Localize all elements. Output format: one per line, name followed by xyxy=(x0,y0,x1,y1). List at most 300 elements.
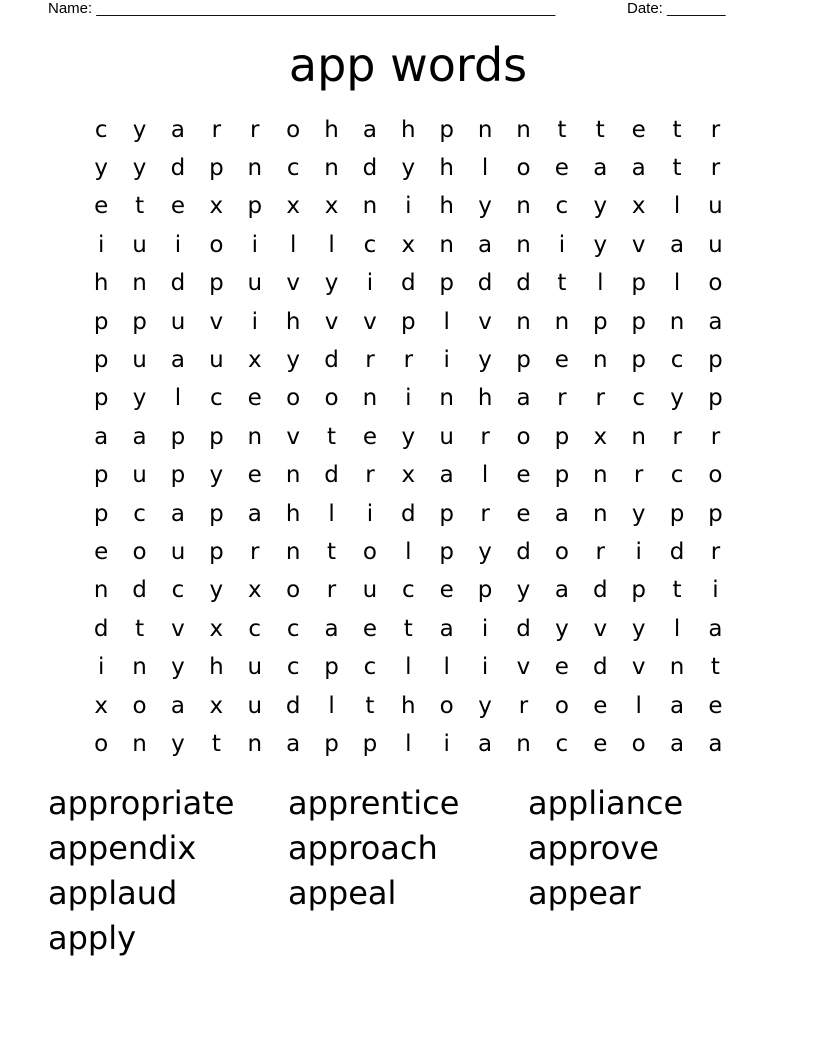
grid-letter: p xyxy=(362,730,378,757)
word-list-item: apprentice xyxy=(288,784,460,822)
grid-letter: o xyxy=(132,538,147,565)
grid-letter: o xyxy=(132,692,147,719)
grid-letter: e xyxy=(554,155,569,182)
grid-letter: i xyxy=(98,654,105,681)
grid-letter: n xyxy=(477,116,493,143)
grid-letter: t xyxy=(365,692,375,719)
grid-letter: y xyxy=(516,577,531,604)
grid-letter: a xyxy=(247,500,262,527)
grid-letter: p xyxy=(669,500,685,527)
grid-letter: c xyxy=(286,654,300,681)
grid-letter: l xyxy=(328,231,335,258)
grid-letter: o xyxy=(362,538,377,565)
grid-letter: r xyxy=(518,692,529,719)
grid-letter: v xyxy=(631,654,646,681)
grid-letter: x xyxy=(209,692,224,719)
header-line xyxy=(48,0,748,20)
grid-letter: y xyxy=(324,270,339,297)
grid-letter: n xyxy=(631,423,646,450)
grid-letter: n xyxy=(592,347,608,374)
grid-letter: n xyxy=(592,500,608,527)
grid-letter: c xyxy=(286,615,300,642)
grid-letter: x xyxy=(209,615,224,642)
grid-letter: i xyxy=(366,500,374,527)
grid-letter: t xyxy=(403,615,413,642)
grid-letter: v xyxy=(286,423,300,450)
grid-letter: a xyxy=(94,423,109,450)
grid-letter: c xyxy=(401,577,415,604)
grid-letter: r xyxy=(250,116,260,143)
grid-letter: a xyxy=(631,155,646,182)
grid-letter: r xyxy=(557,385,567,412)
word-list-item: appliance xyxy=(528,784,684,822)
grid-letter: c xyxy=(286,155,300,182)
grid-letter: i xyxy=(712,577,719,604)
grid-letter: p xyxy=(439,500,455,527)
grid-letter: c xyxy=(363,231,377,258)
grid-letter: r xyxy=(595,385,605,412)
grid-letter: h xyxy=(285,308,301,335)
grid-letter: p xyxy=(209,423,224,450)
grid-letter: d xyxy=(324,462,339,489)
grid-letter: l xyxy=(673,193,681,220)
grid-letter: u xyxy=(708,193,723,220)
grid-letter: r xyxy=(250,538,260,565)
grid-letter: n xyxy=(439,385,454,412)
grid-letter: h xyxy=(93,270,109,297)
grid-letter: r xyxy=(710,155,721,182)
grid-letter: x xyxy=(401,462,416,489)
grid-letter: r xyxy=(710,538,721,565)
grid-letter: i xyxy=(443,347,450,374)
grid-letter: d xyxy=(669,538,685,565)
page-title: app words xyxy=(288,38,528,92)
grid-letter: l xyxy=(597,270,604,297)
grid-letter: a xyxy=(286,730,301,757)
grid-letter: a xyxy=(439,615,454,642)
grid-letter: d xyxy=(285,692,301,719)
grid-letter: p xyxy=(708,500,723,527)
grid-letter: o xyxy=(516,155,531,182)
grid-letter: y xyxy=(132,385,147,412)
grid-letter: d xyxy=(93,615,109,642)
grid-letter: n xyxy=(669,308,685,335)
grid-letter: d xyxy=(477,270,493,297)
grid-letter: v xyxy=(286,270,300,297)
grid-letter: p xyxy=(401,308,416,335)
grid-letter: n xyxy=(516,193,531,220)
grid-letter: y xyxy=(478,538,492,565)
grid-letter: e xyxy=(593,692,608,719)
grid-letter: p xyxy=(209,500,224,527)
grid-letter: y xyxy=(171,654,185,681)
grid-letter: e xyxy=(516,462,531,489)
grid-letter: x xyxy=(247,577,262,604)
grid-letter: l xyxy=(405,730,412,757)
grid-letter: i xyxy=(98,231,105,258)
grid-letter: x xyxy=(631,193,646,220)
grid-letter: n xyxy=(132,270,147,297)
grid-letter: n xyxy=(516,231,531,258)
grid-letter: y xyxy=(132,116,147,143)
grid-letter: r xyxy=(211,116,222,143)
grid-letter: d xyxy=(170,155,186,182)
grid-letter: p xyxy=(209,155,224,182)
grid-letter: d xyxy=(516,538,531,565)
grid-letter: c xyxy=(363,654,377,681)
grid-letter: p xyxy=(554,423,570,450)
grid-letter: n xyxy=(247,155,263,182)
grid-letter: y xyxy=(478,692,492,719)
grid-letter: a xyxy=(670,730,685,757)
word-list-item: approach xyxy=(288,829,438,867)
grid-letter: h xyxy=(439,193,454,220)
grid-letter: r xyxy=(595,538,605,565)
grid-letter: e xyxy=(170,193,186,220)
grid-letter: e xyxy=(554,654,569,681)
grid-letter: p xyxy=(170,423,186,450)
grid-letter: u xyxy=(170,538,186,565)
grid-letter: n xyxy=(362,385,378,412)
grid-letter: v xyxy=(631,231,646,258)
grid-letter: e xyxy=(708,692,723,719)
grid-letter: o xyxy=(631,730,646,757)
grid-letter: x xyxy=(286,193,300,220)
grid-letter: p xyxy=(93,462,109,489)
word-search-grid xyxy=(82,111,736,764)
grid-letter: a xyxy=(554,500,569,527)
grid-letter: y xyxy=(209,462,224,489)
grid-letter: r xyxy=(633,462,644,489)
grid-letter: t xyxy=(672,577,682,604)
grid-letter: p xyxy=(439,270,455,297)
grid-letter: o xyxy=(554,538,569,565)
grid-letter: x xyxy=(209,193,224,220)
grid-letter: u xyxy=(132,231,147,258)
grid-letter: a xyxy=(708,615,723,642)
grid-letter: e xyxy=(94,193,109,220)
grid-letter: r xyxy=(480,423,490,450)
grid-letter: e xyxy=(362,423,377,450)
grid-letter: d xyxy=(132,577,147,604)
grid-letter: t xyxy=(710,654,720,681)
grid-letter: n xyxy=(592,462,608,489)
grid-letter: h xyxy=(401,116,416,143)
grid-letter: e xyxy=(439,577,454,604)
grid-letter: d xyxy=(401,500,416,527)
grid-letter: p xyxy=(592,308,608,335)
grid-letter: e xyxy=(247,385,262,412)
grid-letter: a xyxy=(170,116,186,143)
grid-letter: o xyxy=(554,692,569,719)
grid-letter: t xyxy=(672,155,682,182)
grid-letter: u xyxy=(247,692,263,719)
grid-letter: p xyxy=(170,462,186,489)
grid-letter: i xyxy=(558,231,566,258)
grid-letter: y xyxy=(132,155,147,182)
word-list-item: appropriate xyxy=(48,784,235,822)
grid-letter: i xyxy=(251,231,258,258)
grid-letter: n xyxy=(132,730,147,757)
grid-letter: d xyxy=(324,347,339,374)
grid-letter: y xyxy=(94,155,108,182)
grid-letter: l xyxy=(673,615,681,642)
grid-letter: n xyxy=(554,308,570,335)
grid-letter: x xyxy=(324,193,339,220)
grid-letter: t xyxy=(135,615,145,642)
grid-letter: r xyxy=(365,462,375,489)
grid-letter: c xyxy=(555,730,569,757)
grid-letter: n xyxy=(362,193,378,220)
grid-letter: u xyxy=(708,231,723,258)
grid-letter: n xyxy=(439,231,454,258)
grid-letter: c xyxy=(94,116,108,143)
grid-letter: y xyxy=(631,500,646,527)
word-list xyxy=(48,781,768,961)
grid-letter: v xyxy=(209,308,224,335)
grid-letter: u xyxy=(132,347,147,374)
grid-letter: a xyxy=(670,692,685,719)
grid-letter: d xyxy=(170,270,186,297)
grid-letter: n xyxy=(285,462,301,489)
grid-letter: i xyxy=(174,231,182,258)
grid-letter: t xyxy=(557,116,567,143)
grid-letter: u xyxy=(247,270,263,297)
grid-letter: r xyxy=(326,577,337,604)
grid-letter: r xyxy=(480,500,490,527)
grid-letter: n xyxy=(669,654,685,681)
grid-letter: u xyxy=(209,347,224,374)
grid-letter: u xyxy=(362,577,378,604)
grid-letter: e xyxy=(516,500,531,527)
word-list-item: appear xyxy=(528,874,641,912)
grid-letter: v xyxy=(171,615,185,642)
grid-letter: y xyxy=(593,231,608,258)
grid-letter: y xyxy=(401,155,416,182)
word-list-item: appeal xyxy=(288,874,397,912)
grid-letter: p xyxy=(324,654,339,681)
grid-letter: a xyxy=(324,615,339,642)
grid-letter: a xyxy=(132,423,147,450)
grid-letter: c xyxy=(210,385,223,412)
grid-letter: l xyxy=(328,500,335,527)
grid-letter: u xyxy=(439,423,454,450)
grid-letter: d xyxy=(362,155,378,182)
grid-letter: p xyxy=(209,270,224,297)
grid-letter: l xyxy=(481,462,489,489)
grid-letter: n xyxy=(516,308,531,335)
grid-letter: x xyxy=(247,347,262,374)
grid-letter: o xyxy=(209,231,224,258)
word-list-item: apply xyxy=(48,919,137,957)
grid-letter: y xyxy=(401,423,416,450)
grid-letter: h xyxy=(439,155,454,182)
grid-letter: p xyxy=(631,577,646,604)
grid-letter: y xyxy=(555,615,569,642)
grid-letter: l xyxy=(289,231,297,258)
grid-letter: y xyxy=(478,193,492,220)
grid-letter: e xyxy=(247,462,262,489)
grid-letter: a xyxy=(170,692,186,719)
word-list-item: appendix xyxy=(48,829,197,867)
grid-letter: d xyxy=(516,270,531,297)
grid-letter: i xyxy=(481,615,489,642)
grid-letter: a xyxy=(170,500,186,527)
grid-letter: l xyxy=(443,654,450,681)
grid-letter: d xyxy=(516,615,531,642)
grid-letter: n xyxy=(247,730,263,757)
grid-letter: l xyxy=(481,155,489,182)
grid-letter: d xyxy=(592,577,608,604)
grid-letter: v xyxy=(516,654,531,681)
grid-letter: e xyxy=(94,538,109,565)
grid-letter: d xyxy=(401,270,416,297)
grid-letter: r xyxy=(403,347,414,374)
grid-letter: u xyxy=(170,308,186,335)
grid-letter: p xyxy=(247,193,263,220)
grid-letter: c xyxy=(555,193,569,220)
grid-letter: t xyxy=(672,116,682,143)
grid-letter: x xyxy=(593,423,608,450)
grid-letter: c xyxy=(632,385,645,412)
grid-letter: e xyxy=(631,116,646,143)
grid-letter: n xyxy=(93,577,109,604)
date-field-label: Date: _______ xyxy=(627,0,726,17)
grid-letter: a xyxy=(670,231,685,258)
grid-letter: r xyxy=(710,423,721,450)
grid-letter: p xyxy=(631,347,646,374)
grid-letter: l xyxy=(673,270,681,297)
grid-letter: i xyxy=(443,730,450,757)
grid-letter: r xyxy=(365,347,375,374)
grid-letter: p xyxy=(93,385,109,412)
name-field-label: Name: _______________________________________________________ xyxy=(48,0,556,17)
grid-letter: i xyxy=(251,308,258,335)
grid-letter: a xyxy=(708,308,723,335)
grid-letter: a xyxy=(708,730,723,757)
word-list-item: applaud xyxy=(48,874,178,912)
grid-letter: y xyxy=(670,385,684,412)
grid-letter: t xyxy=(595,116,605,143)
grid-letter: t xyxy=(557,270,567,297)
grid-letter: x xyxy=(94,692,108,719)
grid-letter: o xyxy=(516,423,531,450)
grid-letter: v xyxy=(478,308,492,335)
grid-letter: p xyxy=(439,116,455,143)
grid-letter: l xyxy=(635,692,642,719)
grid-letter: i xyxy=(481,654,489,681)
grid-letter: p xyxy=(631,308,646,335)
grid-letter: n xyxy=(516,730,531,757)
grid-letter: y xyxy=(593,193,608,220)
grid-letter: p xyxy=(209,538,224,565)
grid-letter: h xyxy=(401,692,416,719)
grid-letter: e xyxy=(593,730,608,757)
grid-letter: y xyxy=(209,577,224,604)
grid-letter: t xyxy=(327,423,337,450)
grid-letter: a xyxy=(478,231,493,258)
grid-letter: y xyxy=(171,730,185,757)
grid-letter: y xyxy=(631,615,646,642)
grid-letter: c xyxy=(248,615,262,642)
grid-letter: i xyxy=(405,385,412,412)
grid-letter: a xyxy=(170,347,186,374)
grid-letter: n xyxy=(247,423,263,450)
grid-letter: p xyxy=(554,462,570,489)
grid-letter: h xyxy=(209,654,224,681)
grid-letter: c xyxy=(171,577,185,604)
grid-letter: o xyxy=(708,462,723,489)
grid-letter: l xyxy=(174,385,182,412)
grid-letter: u xyxy=(132,462,147,489)
grid-letter: c xyxy=(670,347,684,374)
grid-letter: r xyxy=(672,423,682,450)
grid-letter: d xyxy=(592,654,608,681)
grid-letter: y xyxy=(478,347,492,374)
grid-letter: h xyxy=(324,116,339,143)
grid-letter: p xyxy=(439,538,455,565)
grid-letter: h xyxy=(477,385,493,412)
grid-letter: u xyxy=(247,654,263,681)
grid-letter: a xyxy=(439,462,454,489)
grid-letter: p xyxy=(631,270,646,297)
grid-letter: t xyxy=(135,193,145,220)
word-list-item: approve xyxy=(528,829,659,867)
grid-letter: c xyxy=(133,500,146,527)
grid-letter: a xyxy=(516,385,531,412)
grid-letter: p xyxy=(477,577,493,604)
grid-letter: p xyxy=(132,308,147,335)
grid-letter: v xyxy=(593,615,608,642)
grid-letter: o xyxy=(286,577,301,604)
grid-letter: p xyxy=(708,385,723,412)
grid-letter: n xyxy=(516,116,531,143)
grid-letter: x xyxy=(401,231,416,258)
grid-letter: a xyxy=(593,155,608,182)
grid-letter: a xyxy=(478,730,493,757)
grid-letter: o xyxy=(286,116,301,143)
grid-letter: i xyxy=(635,538,642,565)
grid-letter: o xyxy=(439,692,454,719)
grid-letter: p xyxy=(93,500,109,527)
grid-letter: a xyxy=(362,116,377,143)
grid-letter: p xyxy=(93,308,109,335)
grid-letter: o xyxy=(324,385,339,412)
grid-letter: a xyxy=(554,577,569,604)
grid-letter: l xyxy=(328,692,335,719)
grid-letter: n xyxy=(324,155,339,182)
grid-letter: c xyxy=(670,462,684,489)
grid-letter: y xyxy=(286,347,300,374)
grid-letter: t xyxy=(327,538,337,565)
grid-letter: l xyxy=(405,654,412,681)
grid-letter: o xyxy=(708,270,723,297)
grid-letter: n xyxy=(285,538,301,565)
grid-letter: p xyxy=(324,730,339,757)
grid-letter: p xyxy=(93,347,109,374)
grid-letter: v xyxy=(363,308,377,335)
grid-letter: n xyxy=(132,654,147,681)
grid-letter: p xyxy=(516,347,531,374)
grid-letter: l xyxy=(443,308,450,335)
grid-letter: o xyxy=(94,730,109,757)
grid-letter: r xyxy=(710,116,721,143)
grid-letter: v xyxy=(324,308,339,335)
grid-letter: h xyxy=(285,500,301,527)
grid-letter: i xyxy=(366,270,374,297)
grid-letter: e xyxy=(554,347,569,374)
grid-letter: e xyxy=(362,615,377,642)
